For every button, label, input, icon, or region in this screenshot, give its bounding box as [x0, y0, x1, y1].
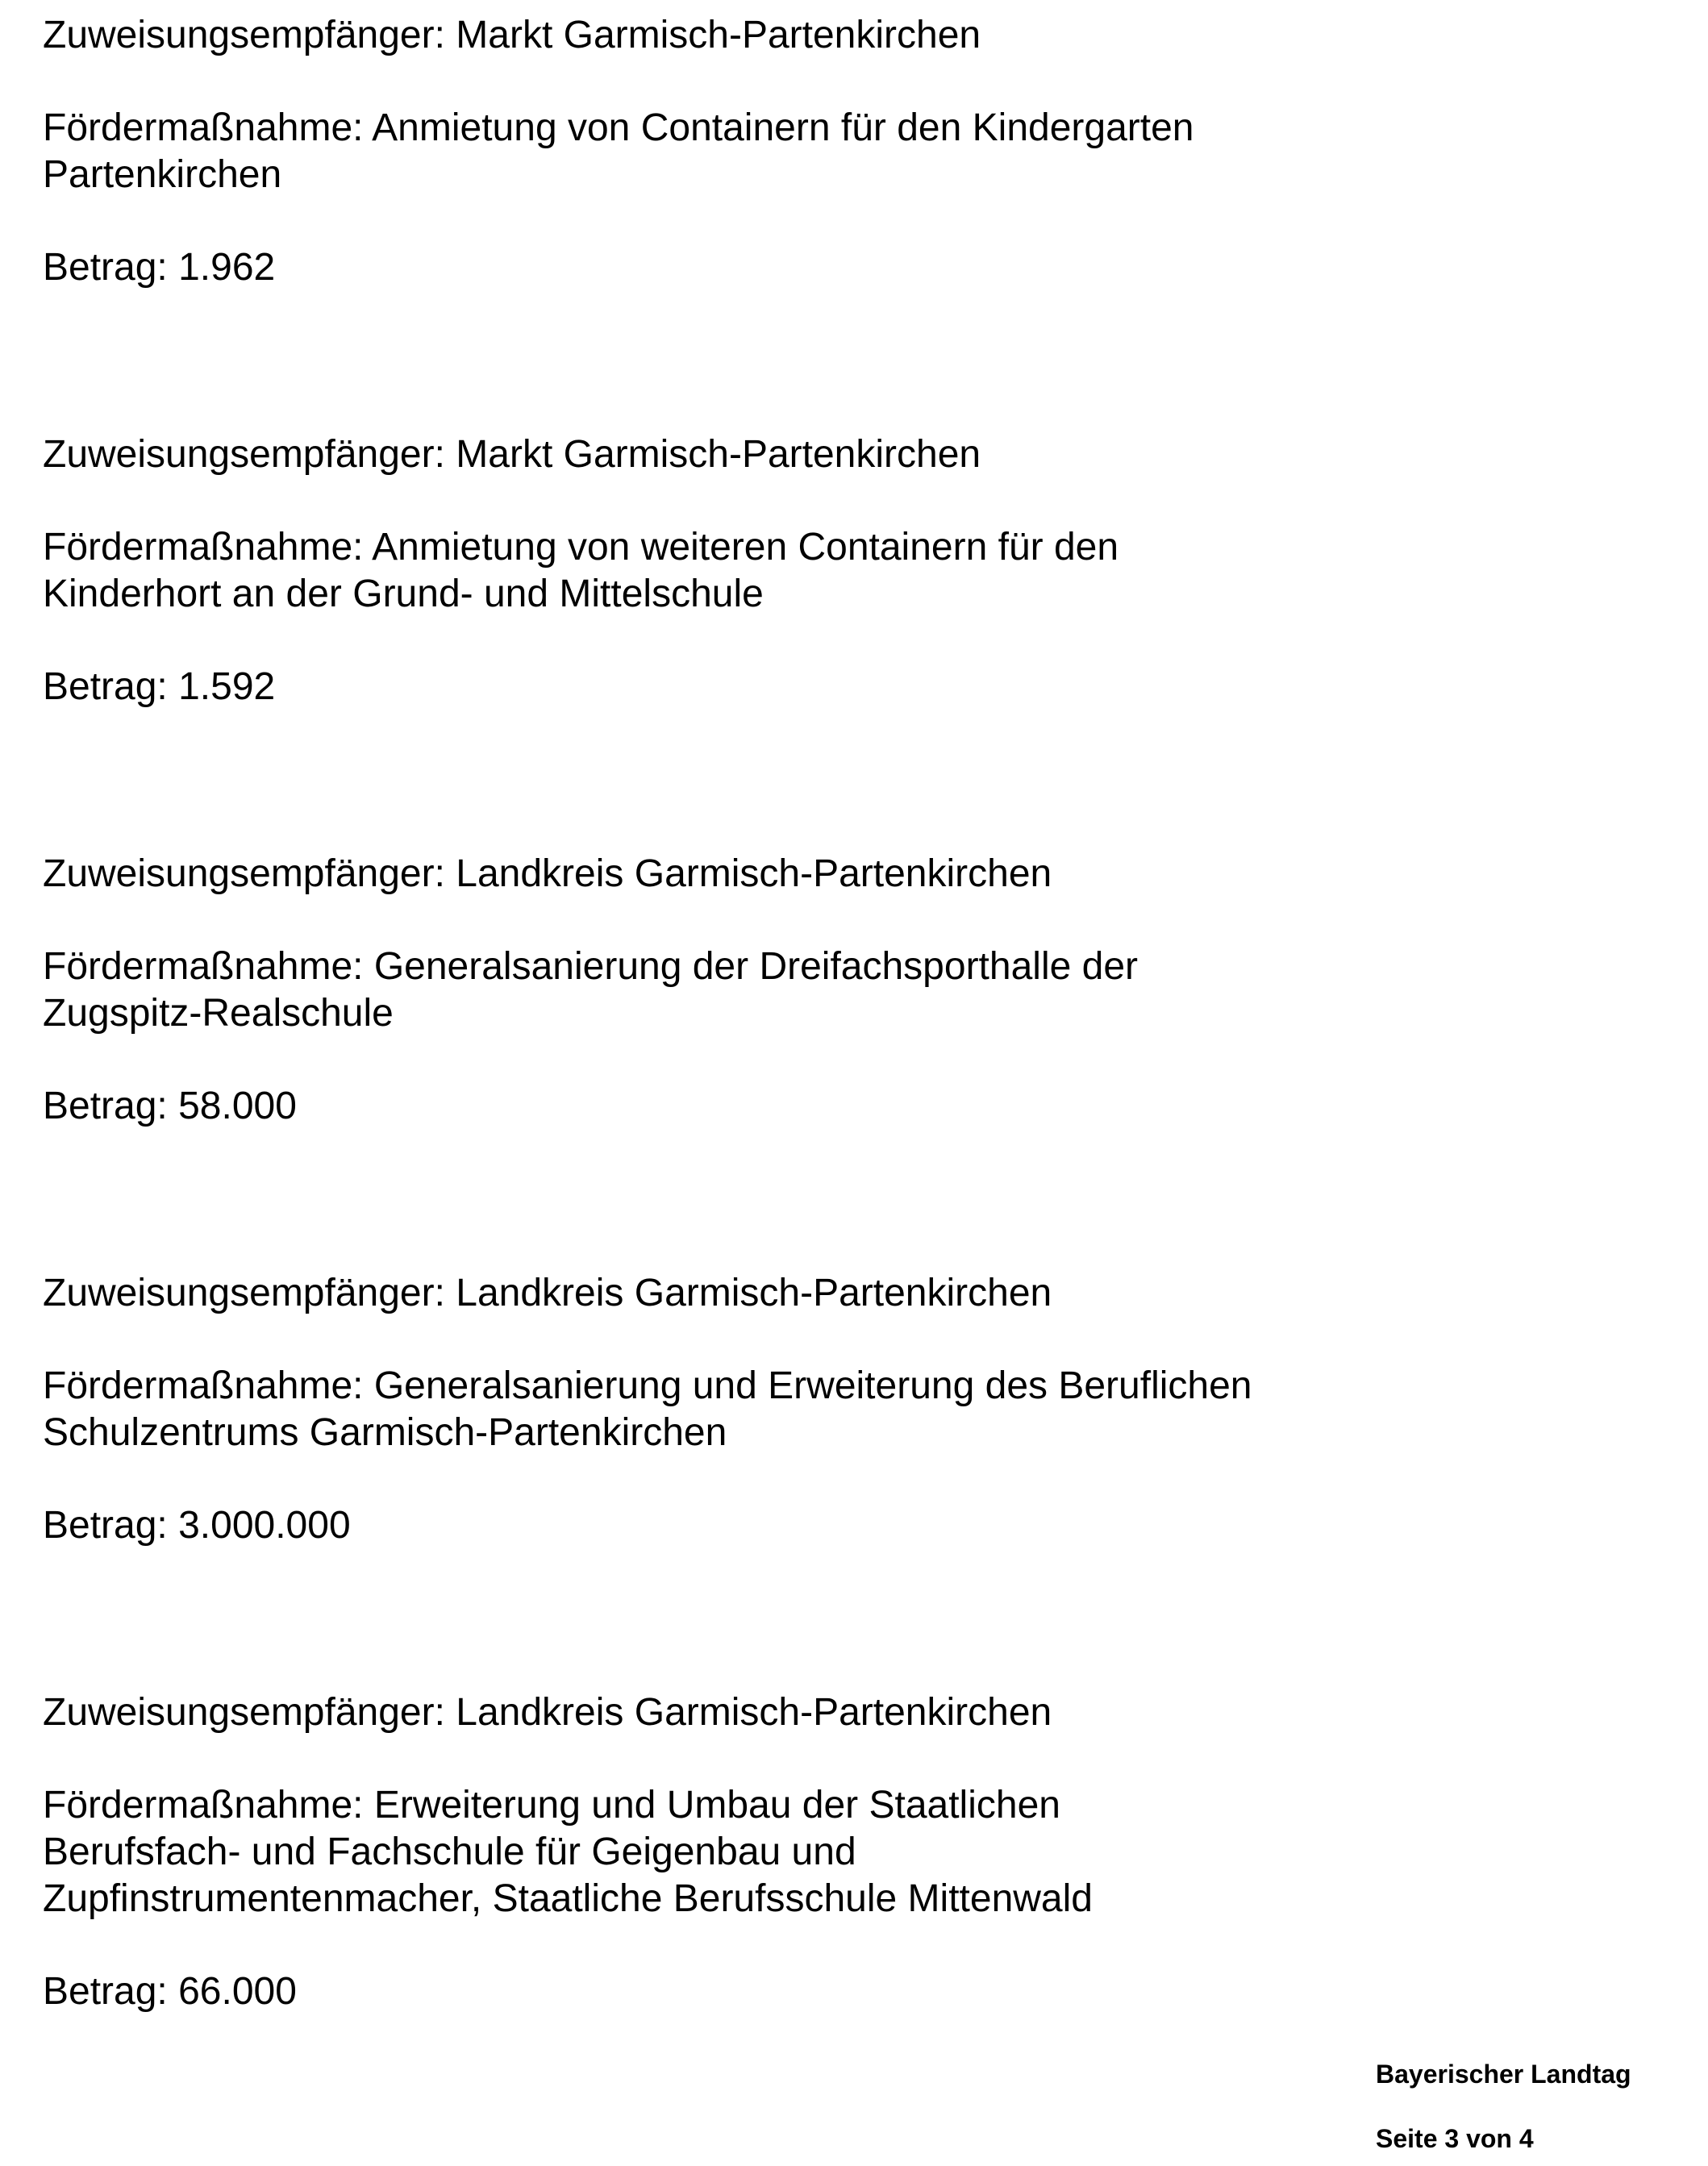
measure-line: Fördermaßnahme: Generalsanierung und Erweiterung des Beruflichen	[43, 1364, 1252, 1407]
recipient-line: Zuweisungsempfänger: Markt Garmisch-Partenkirchen	[43, 433, 981, 476]
footer-page-number: Seite 3 von 4	[1376, 2124, 1534, 2153]
recipient-line: Zuweisungsempfänger: Landkreis Garmisch-Partenkirchen	[43, 852, 1052, 895]
measure-line: Zugspitz-Realschule	[43, 992, 394, 1035]
measure-line: Kinderhort an der Grund- und Mittelschule	[43, 573, 764, 615]
amount-line: Betrag: 1.592	[43, 665, 276, 708]
amount-line: Betrag: 58.000	[43, 1085, 297, 1127]
recipient-line: Zuweisungsempfänger: Landkreis Garmisch-Partenkirchen	[43, 1272, 1052, 1314]
amount-line: Betrag: 66.000	[43, 1970, 297, 2013]
measure-line: Partenkirchen	[43, 153, 282, 196]
amount-line: Betrag: 3.000.000	[43, 1504, 351, 1547]
recipient-line: Zuweisungsempfänger: Markt Garmisch-Partenkirchen	[43, 14, 981, 56]
measure-line: Fördermaßnahme: Anmietung von Containern für den Kindergarten	[43, 106, 1194, 149]
measure-line: Fördermaßnahme: Erweiterung und Umbau der Staatlichen	[43, 1784, 1060, 1827]
measure-line: Schulzentrums Garmisch-Partenkirchen	[43, 1411, 727, 1454]
measure-line: Berufsfach- und Fachschule für Geigenbau und	[43, 1831, 856, 1873]
amount-line: Betrag: 1.962	[43, 246, 276, 289]
footer-institution: Bayerischer Landtag	[1376, 2060, 1631, 2089]
entry-4	[43, 1270, 1298, 1549]
measure-line: Zupfinstrumentenmacher, Staatliche Berufsschule Mittenwald	[43, 1877, 1093, 1920]
measure-line: Fördermaßnahme: Generalsanierung der Dreifachsporthalle der	[43, 945, 1139, 988]
measure-line: Fördermaßnahme: Anmietung von weiteren Containern für den	[43, 526, 1119, 569]
entry-2	[43, 431, 1298, 710]
entry-1	[43, 12, 1298, 291]
recipient-line: Zuweisungsempfänger: Landkreis Garmisch-Partenkirchen	[43, 1691, 1052, 1734]
entry-3	[43, 851, 1298, 1130]
entry-5	[43, 1689, 1298, 2015]
